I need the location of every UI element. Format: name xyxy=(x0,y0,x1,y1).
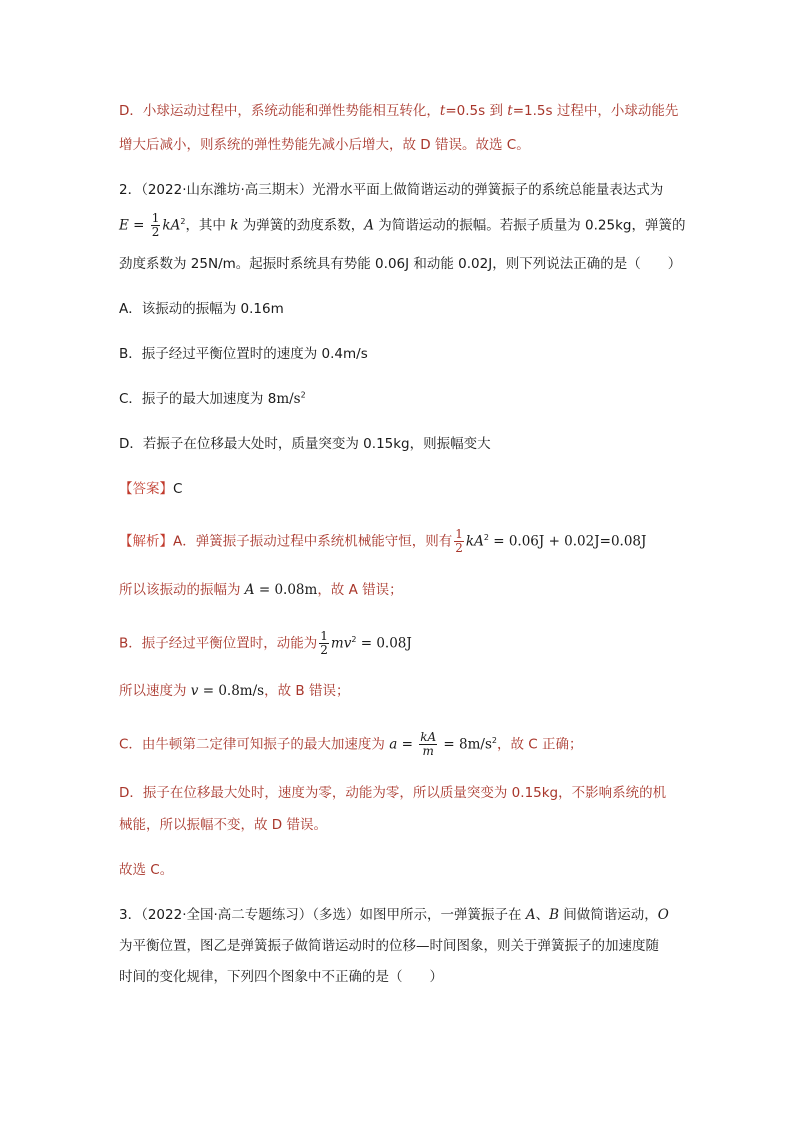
text: A．弹簧振子振动过程中系统机械能守恒，则有 xyxy=(173,533,453,550)
q3-stem-line-3: 时间的变化规律，下列四个图象中不正确的是（ ） xyxy=(119,969,443,985)
fraction-denominator: 2 xyxy=(320,643,328,657)
analysis-line-8: 故选 C。 xyxy=(119,862,174,878)
equation: = 8m/s xyxy=(439,736,492,753)
var-B: B xyxy=(549,907,559,923)
text: 过程中，小球动能先 xyxy=(552,103,679,119)
text: 间做简谐运动， xyxy=(559,907,658,923)
text: 所以该振动的振幅为 xyxy=(119,582,245,598)
fraction-denominator: 2 xyxy=(151,225,160,239)
var-A: A xyxy=(525,907,536,923)
equation: = xyxy=(397,736,418,753)
var-a: a xyxy=(389,736,398,753)
var-k: k xyxy=(230,217,239,234)
q3-stem-line-2: 为平衡位置，图乙是弹簧振子做简谐运动时的位移—时间图象，则关于弹簧振子的加速度随 xyxy=(119,938,659,954)
analysis-label: 【解析】 xyxy=(119,533,173,550)
answer-line xyxy=(119,479,182,499)
fraction-denominator: m xyxy=(422,744,434,758)
var-kA: kA xyxy=(465,533,484,550)
q2-option-d: D．若振子在位移最大处时，质量突变为 0.15kg，则振幅变大 xyxy=(119,436,491,452)
analysis-line-4 xyxy=(119,681,349,701)
q2-stem-line-3: 劲度系数为 25N/m。起振时系统具有势能 0.06J 和动能 0.02J，则下列说法正确的是（ ） xyxy=(119,256,682,272)
fraction-numerator: 1 xyxy=(455,527,463,541)
analysis-line-5 xyxy=(119,731,583,758)
fraction-half xyxy=(454,528,464,555)
text: ，故 B 错误； xyxy=(264,683,350,699)
superscript: 2 xyxy=(300,390,306,400)
var-E: E xyxy=(119,217,129,234)
var-O: O xyxy=(657,907,669,923)
text: 为简谐运动的振幅。若振子质量为 0.25kg，弹簧的 xyxy=(373,217,686,234)
equation: = 0.08J xyxy=(356,635,412,652)
text: 所以速度为 xyxy=(119,683,191,699)
text: 为弹簧的劲度系数， xyxy=(238,217,365,234)
text: = xyxy=(128,217,149,234)
q2-option-a: A．该振动的振幅为 0.16m xyxy=(119,301,284,317)
analysis-line-2 xyxy=(119,580,403,600)
text: ，其中 xyxy=(185,217,231,234)
superscript: 2 xyxy=(180,217,186,226)
analysis-line-6: D．振子在位移最大处时，速度为零，动能为零，所以质量突变为 0.15kg，不影响系统的机 xyxy=(119,785,667,801)
text: C．由牛顿第二定律可知振子的最大加速度为 xyxy=(119,736,390,753)
var-A: A xyxy=(364,217,374,234)
equation: = 0.08m xyxy=(254,582,318,598)
superscript: 2 xyxy=(483,533,489,542)
q2-option-b: B．振子经过平衡位置时的速度为 0.4m/s xyxy=(119,346,368,362)
fraction-kA-over-m xyxy=(419,731,437,758)
fraction-numerator: 1 xyxy=(151,211,160,225)
text: ，故 C 正确； xyxy=(496,736,583,753)
analysis-line-1 xyxy=(119,528,646,555)
fraction-half xyxy=(319,630,329,657)
q2-stem-line-2 xyxy=(119,212,686,239)
text: ，故 A 错误； xyxy=(317,582,403,598)
text: B．振子经过平衡位置时，动能为 xyxy=(119,635,318,652)
var-kA: kA xyxy=(162,217,181,234)
unit: m/s xyxy=(276,391,301,407)
fraction-numerator: kA xyxy=(420,730,437,744)
prev-option-d-line-1 xyxy=(119,101,678,121)
answer-label: 【答案】 xyxy=(119,481,173,497)
text: =0.5s xyxy=(445,103,486,119)
prev-option-d-line-2: 增大后减小，则系统的弹性势能先减小后增大，故 D 错误。故选 C。 xyxy=(119,137,530,153)
text: C．振子的最大加速度为 8 xyxy=(119,391,277,407)
var-t: t xyxy=(507,103,513,119)
q3-stem-line-1 xyxy=(119,905,669,925)
text: =1.5s xyxy=(512,103,553,119)
var-mv: mv xyxy=(330,635,352,652)
q2-option-c xyxy=(119,389,306,409)
superscript: 2 xyxy=(351,635,357,644)
fraction-denominator: 2 xyxy=(455,541,463,555)
text: 、 xyxy=(535,907,550,923)
fraction-numerator: 1 xyxy=(320,629,328,643)
var-A: A xyxy=(244,582,255,598)
fraction-half xyxy=(151,212,161,239)
superscript: 2 xyxy=(491,736,497,745)
equation: = 0.8m/s xyxy=(198,683,265,699)
var-v: v xyxy=(190,683,199,699)
analysis-line-3 xyxy=(119,630,412,657)
var-t: t xyxy=(439,103,446,119)
text: 到 xyxy=(485,103,508,119)
text: D．小球运动过程中，系统动能和弹性势能相互转化， xyxy=(119,103,440,119)
answer-value: C xyxy=(173,481,183,497)
text: 3．（2022·全国·高二专题练习）（多选）如图甲所示，一弹簧振子在 xyxy=(119,907,526,923)
equation: = 0.06J + 0.02J=0.08J xyxy=(488,533,647,550)
q2-stem-line-1: 2．（2022·山东潍坊·高三期末）光滑水平面上做简谐运动的弹簧振子的系统总能量表达式为 xyxy=(119,182,664,198)
analysis-line-7: 械能，所以振幅不变，故 D 错误。 xyxy=(119,817,327,833)
